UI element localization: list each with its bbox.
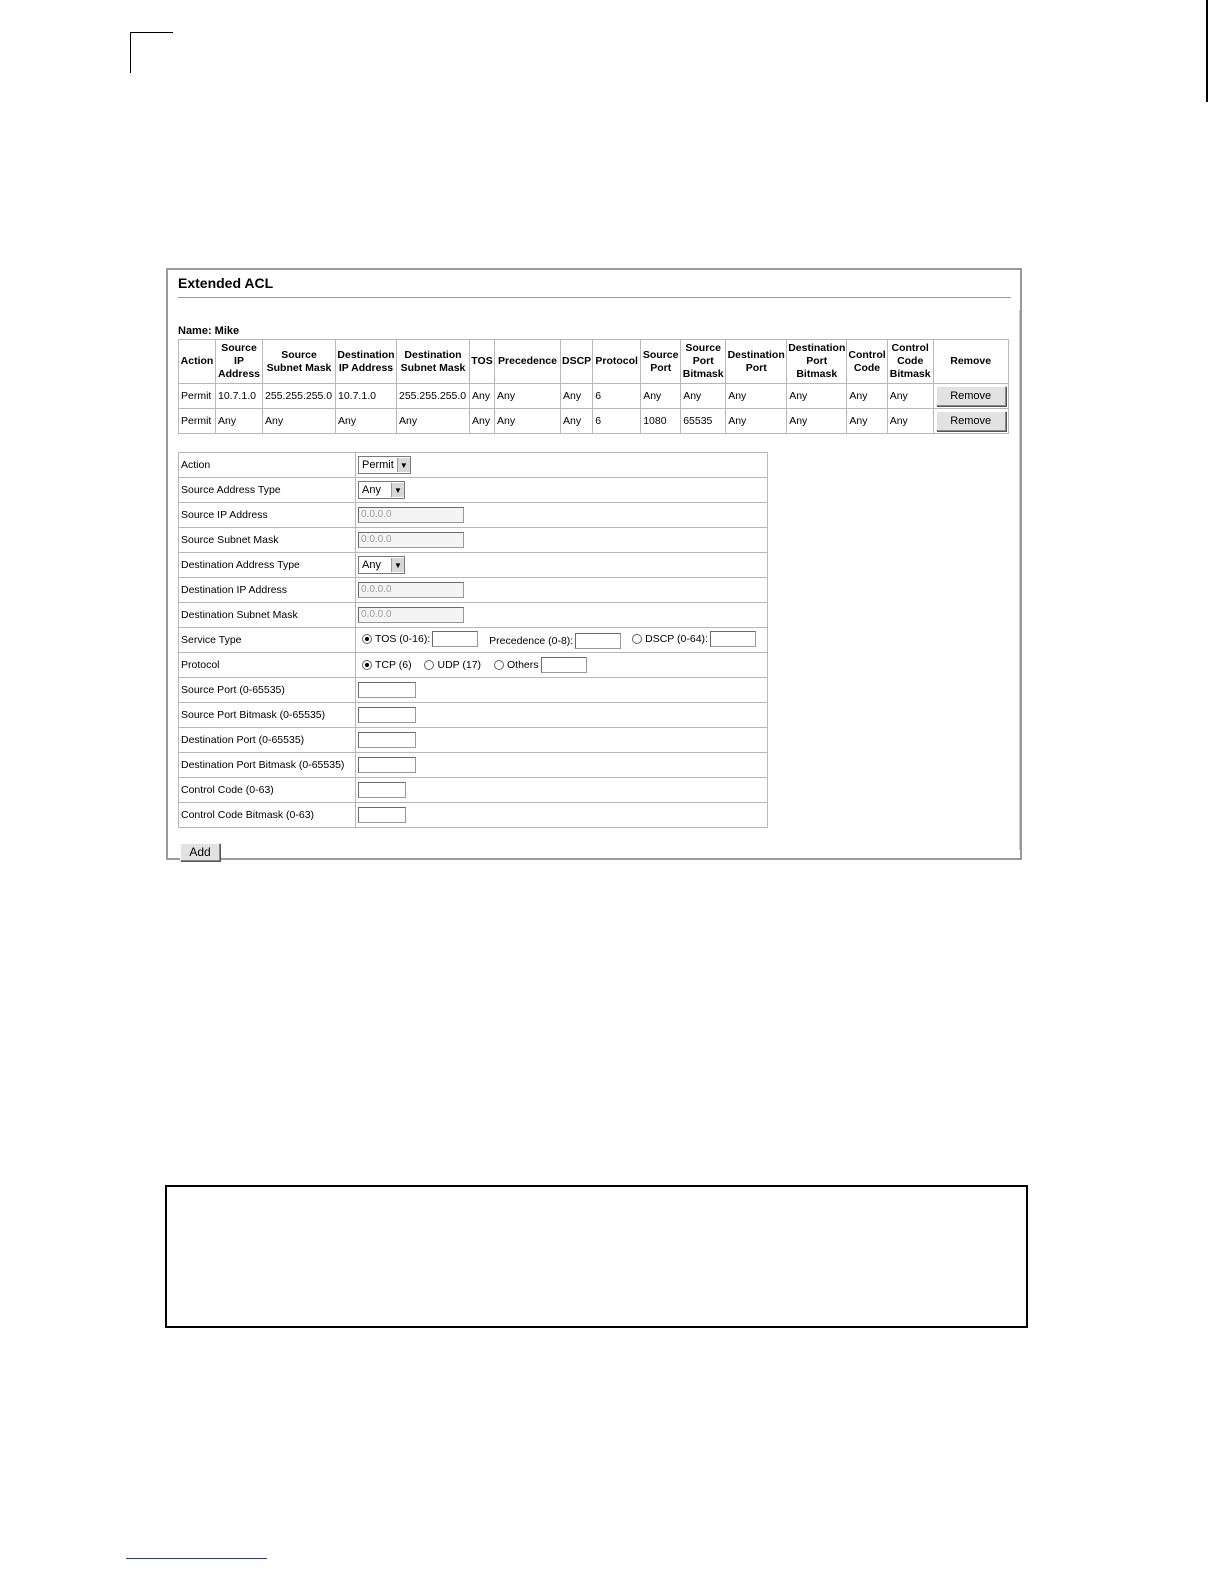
acl-name-label: Name: Mike: [178, 325, 240, 337]
control-code-bitmask-cell: [356, 803, 768, 828]
cell-tos: Any: [470, 409, 495, 434]
cell-dscp: Any: [561, 384, 593, 409]
extended-acl-panel: [166, 268, 1022, 860]
form-row-dest-mask: [179, 603, 768, 628]
acl-header-row: [179, 340, 1009, 384]
col-dscp: DSCP: [561, 340, 593, 384]
panel-title: Extended ACL: [178, 275, 274, 291]
cell-control-code: Any: [847, 384, 887, 409]
dest-ip-input[interactable]: 0.0.0.0: [358, 582, 464, 598]
dest-address-type-label: Destination Address Type: [179, 553, 356, 578]
control-code-cell: [356, 778, 768, 803]
remove-rule-2-button[interactable]: Remove: [936, 411, 1006, 431]
crop-mark: [130, 32, 173, 73]
source-port-bitmask-cell: [356, 703, 768, 728]
dest-port-cell: [356, 728, 768, 753]
udp-radio[interactable]: [424, 660, 434, 670]
form-row-source-address-type: [179, 478, 768, 503]
cell-protocol: 6: [593, 384, 641, 409]
col-source-ip: Source IP Address: [216, 340, 263, 384]
form-row-dest-port-bitmask: [179, 753, 768, 778]
dest-port-bitmask-input[interactable]: [358, 757, 416, 773]
cell-dscp: Any: [561, 409, 593, 434]
cell-precedence: Any: [495, 409, 561, 434]
form-row-action: [179, 453, 768, 478]
udp-option: [424, 659, 483, 671]
col-remove: Remove: [933, 340, 1008, 384]
cell-source-port: 1080: [641, 409, 681, 434]
form-row-source-ip: [179, 503, 768, 528]
control-code-input[interactable]: [358, 782, 406, 798]
tos-option: [362, 631, 478, 647]
col-tos: TOS: [470, 340, 495, 384]
dest-ip-cell: [356, 578, 768, 603]
form-row-source-port-bitmask: [179, 703, 768, 728]
service-type-label: Service Type: [179, 628, 356, 653]
page-edge-mark: [1206, 0, 1208, 102]
cell-dest-ip: 10.7.1.0: [336, 384, 397, 409]
add-rule-form: [178, 452, 768, 828]
dscp-input[interactable]: [710, 631, 756, 647]
form-row-service-type: [179, 628, 768, 653]
cell-control-code-bitmask: Any: [887, 409, 933, 434]
col-dest-port: Destination Port: [726, 340, 787, 384]
dest-address-type-value: Any: [362, 559, 381, 571]
cell-action: Permit: [179, 409, 216, 434]
dest-mask-label: Destination Subnet Mask: [179, 603, 356, 628]
acl-rules-table: [178, 339, 1009, 434]
cell-dest-ip: Any: [336, 409, 397, 434]
col-control-code-bitmask: Control Code Bitmask: [887, 340, 933, 384]
dest-mask-input[interactable]: 0.0.0.0: [358, 607, 464, 623]
cell-dest-port: Any: [726, 384, 787, 409]
tos-radio[interactable]: [362, 634, 372, 644]
remove-rule-1-button[interactable]: Remove: [936, 386, 1006, 406]
action-cell: [356, 453, 768, 478]
source-mask-cell: [356, 528, 768, 553]
title-divider: [178, 297, 1011, 298]
source-port-cell: [356, 678, 768, 703]
col-source-mask: Source Subnet Mask: [263, 340, 336, 384]
precedence-option: [489, 633, 621, 649]
udp-label: UDP (17): [437, 659, 482, 671]
form-row-protocol: [179, 653, 768, 678]
chevron-down-icon: ▼: [397, 458, 410, 472]
cell-source-port-bitmask: 65535: [681, 409, 726, 434]
col-precedence: Precedence: [495, 340, 561, 384]
form-row-control-code-bitmask: [179, 803, 768, 828]
add-button[interactable]: Add: [180, 843, 220, 861]
col-action: Action: [179, 340, 216, 384]
source-port-bitmask-input[interactable]: [358, 707, 416, 723]
precedence-input[interactable]: [575, 633, 621, 649]
source-address-type-label: Source Address Type: [179, 478, 356, 503]
cell-source-ip: Any: [216, 409, 263, 434]
dest-address-type-cell: [356, 553, 768, 578]
dest-port-bitmask-label: Destination Port Bitmask (0-65535): [179, 753, 356, 778]
cell-tos: Any: [470, 384, 495, 409]
scroll-edge: [1019, 310, 1020, 850]
source-ip-cell: [356, 503, 768, 528]
cell-dest-mask: 255.255.255.0: [397, 384, 470, 409]
source-mask-label: Source Subnet Mask: [179, 528, 356, 553]
source-address-type-cell: [356, 478, 768, 503]
form-row-source-port: [179, 678, 768, 703]
dscp-radio[interactable]: [632, 634, 642, 644]
source-port-label: Source Port (0-65535): [179, 678, 356, 703]
cell-source-port-bitmask: Any: [681, 384, 726, 409]
tcp-radio[interactable]: [362, 660, 372, 670]
cell-dest-mask: Any: [397, 409, 470, 434]
col-source-port-bitmask: Source Port Bitmask: [681, 340, 726, 384]
cell-dest-port: Any: [726, 409, 787, 434]
precedence-label: Precedence (0-8):: [489, 635, 574, 647]
col-source-port: Source Port: [641, 340, 681, 384]
col-dest-port-bitmask: Destination Port Bitmask: [787, 340, 847, 384]
footer-rule: [126, 1558, 267, 1559]
control-code-label: Control Code (0-63): [179, 778, 356, 803]
col-dest-ip: Destination IP Address: [336, 340, 397, 384]
form-row-control-code: [179, 778, 768, 803]
table-row: [179, 409, 1009, 434]
action-select-value: Permit: [362, 459, 394, 471]
others-protocol-input[interactable]: [541, 657, 587, 673]
cell-source-port: Any: [641, 384, 681, 409]
cell-action: Permit: [179, 384, 216, 409]
dest-ip-label: Destination IP Address: [179, 578, 356, 603]
cell-source-ip: 10.7.1.0: [216, 384, 263, 409]
source-port-input[interactable]: [358, 682, 416, 698]
tos-input[interactable]: [432, 631, 478, 647]
note-box: [165, 1185, 1028, 1328]
dest-address-type-select[interactable]: [358, 556, 405, 574]
cell-control-code: Any: [847, 409, 887, 434]
source-port-bitmask-label: Source Port Bitmask (0-65535): [179, 703, 356, 728]
form-row-source-mask: [179, 528, 768, 553]
chevron-down-icon: ▼: [391, 558, 404, 572]
others-option: [494, 657, 587, 673]
cell-source-mask: 255.255.255.0: [263, 384, 336, 409]
action-label: Action: [179, 453, 356, 478]
cell-control-code-bitmask: Any: [887, 384, 933, 409]
dscp-option: [632, 631, 756, 647]
dscp-label: DSCP (0-64):: [645, 633, 708, 645]
protocol-cell: [356, 653, 768, 678]
chevron-down-icon: ▼: [391, 483, 404, 497]
cell-dest-port-bitmask: Any: [787, 384, 847, 409]
dest-port-bitmask-cell: [356, 753, 768, 778]
others-label: Others: [506, 659, 539, 671]
col-dest-mask: Destination Subnet Mask: [397, 340, 470, 384]
col-control-code: Control Code: [847, 340, 887, 384]
form-row-dest-address-type: [179, 553, 768, 578]
control-code-bitmask-input[interactable]: [358, 807, 406, 823]
col-protocol: Protocol: [593, 340, 641, 384]
others-radio[interactable]: [494, 660, 504, 670]
action-select[interactable]: [358, 456, 411, 474]
source-ip-label: Source IP Address: [179, 503, 356, 528]
source-mask-input[interactable]: 0.0.0.0: [358, 532, 464, 548]
table-row: [179, 384, 1009, 409]
source-ip-input[interactable]: 0.0.0.0: [358, 507, 464, 523]
cell-remove: [933, 384, 1008, 409]
dest-mask-cell: [356, 603, 768, 628]
dest-port-label: Destination Port (0-65535): [179, 728, 356, 753]
cell-protocol: 6: [593, 409, 641, 434]
cell-precedence: Any: [495, 384, 561, 409]
source-address-type-select[interactable]: [358, 481, 405, 499]
protocol-label: Protocol: [179, 653, 356, 678]
cell-source-mask: Any: [263, 409, 336, 434]
service-type-cell: [356, 628, 768, 653]
form-row-dest-port: [179, 728, 768, 753]
tos-label: TOS (0-16):: [375, 633, 431, 645]
tcp-label: TCP (6): [375, 659, 412, 671]
dest-port-input[interactable]: [358, 732, 416, 748]
cell-dest-port-bitmask: Any: [787, 409, 847, 434]
form-row-dest-ip: [179, 578, 768, 603]
tcp-option: [362, 659, 414, 671]
cell-remove: [933, 409, 1008, 434]
source-address-type-value: Any: [362, 484, 381, 496]
control-code-bitmask-label: Control Code Bitmask (0-63): [179, 803, 356, 828]
